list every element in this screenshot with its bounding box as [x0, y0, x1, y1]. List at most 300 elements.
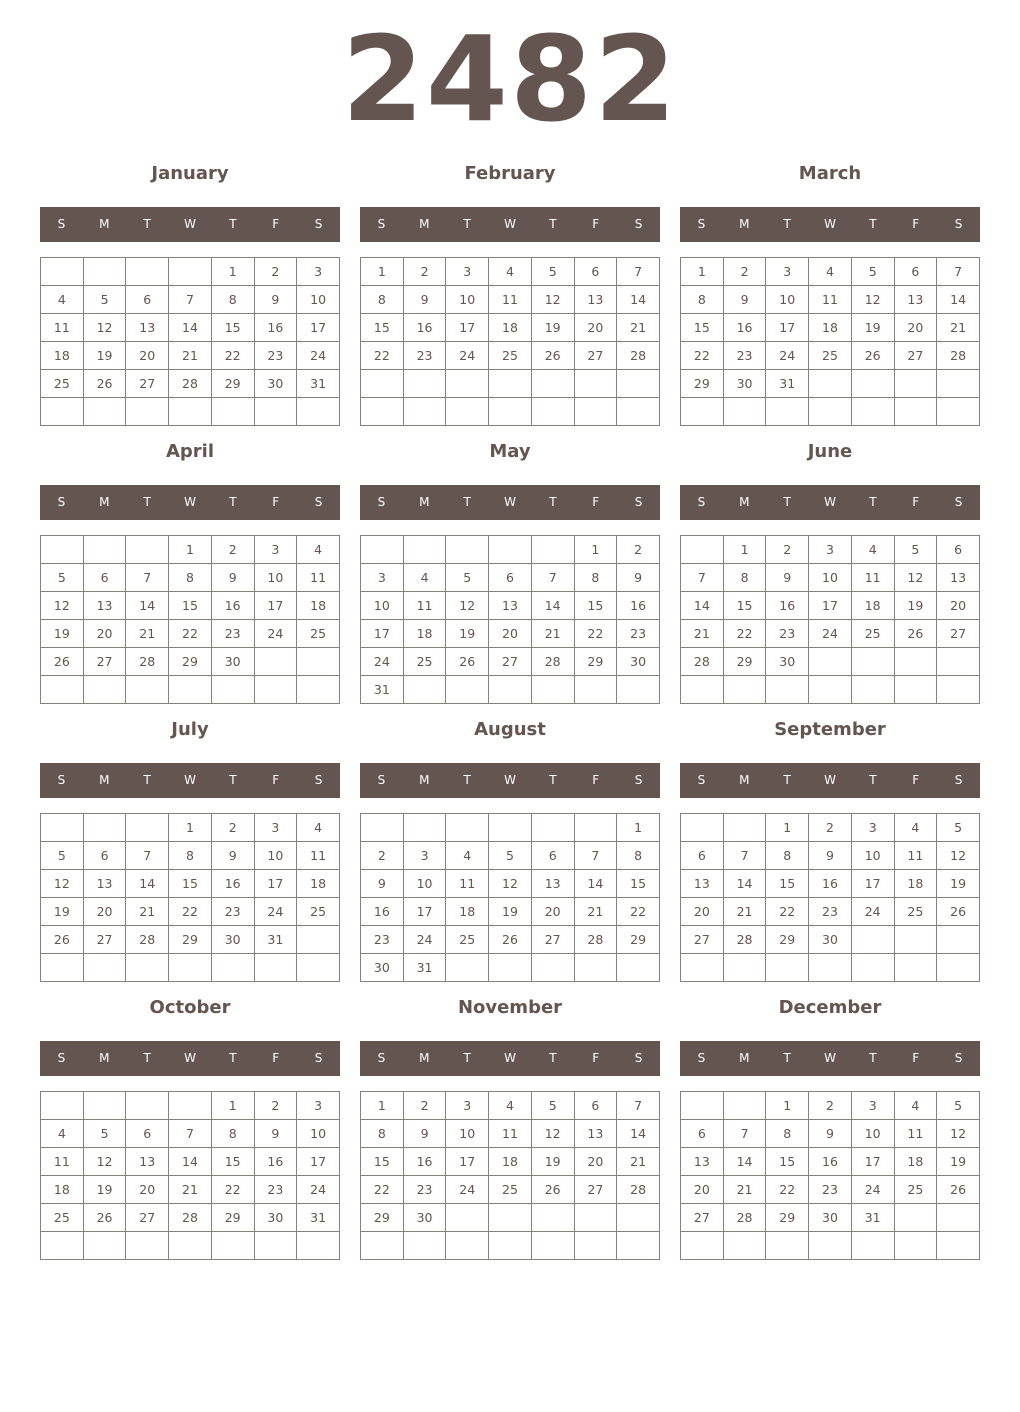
day-cell: 13 — [681, 1148, 724, 1176]
day-cell — [894, 1204, 937, 1232]
day-cell: 5 — [531, 258, 574, 286]
day-cell — [937, 648, 980, 676]
weekday-label: T — [143, 773, 151, 787]
weekday-header — [40, 207, 340, 242]
day-cell: 23 — [809, 898, 852, 926]
day-cell: 24 — [403, 926, 446, 954]
month-name: October — [149, 997, 231, 1018]
day-cell: 11 — [489, 1120, 532, 1148]
day-cell: 7 — [723, 1120, 766, 1148]
day-cell: 29 — [766, 926, 809, 954]
day-cell: 19 — [83, 1176, 126, 1204]
day-cell: 14 — [681, 592, 724, 620]
day-cell: 2 — [211, 814, 254, 842]
day-cell — [531, 1232, 574, 1260]
day-cell — [723, 676, 766, 704]
day-cell: 25 — [809, 342, 852, 370]
day-cell: 3 — [254, 536, 297, 564]
day-cell: 28 — [574, 926, 617, 954]
days-table — [680, 535, 980, 704]
day-cell: 27 — [126, 370, 169, 398]
day-cell: 10 — [254, 564, 297, 592]
day-cell: 16 — [617, 592, 660, 620]
day-cell — [851, 398, 894, 426]
day-cell: 13 — [83, 592, 126, 620]
weekday-header — [680, 1041, 980, 1076]
day-cell: 7 — [723, 842, 766, 870]
day-cell: 15 — [723, 592, 766, 620]
day-cell: 9 — [809, 842, 852, 870]
day-cell — [809, 398, 852, 426]
day-cell: 17 — [851, 1148, 894, 1176]
day-cell: 26 — [937, 898, 980, 926]
day-cell — [446, 398, 489, 426]
day-cell: 1 — [723, 536, 766, 564]
day-cell — [254, 398, 297, 426]
day-cell: 9 — [617, 564, 660, 592]
month-name: December — [778, 997, 882, 1018]
day-cell: 11 — [446, 870, 489, 898]
day-cell: 25 — [489, 1176, 532, 1204]
day-cell — [126, 1232, 169, 1260]
day-cell — [297, 398, 340, 426]
weekday-label: F — [912, 217, 920, 231]
day-cell — [574, 1232, 617, 1260]
day-cell: 14 — [531, 592, 574, 620]
day-cell: 28 — [617, 1176, 660, 1204]
day-cell: 3 — [851, 814, 894, 842]
day-cell — [531, 814, 574, 842]
weekday-label: W — [504, 1051, 516, 1065]
day-cell: 30 — [254, 1204, 297, 1232]
day-cell: 16 — [361, 898, 404, 926]
day-cell — [894, 926, 937, 954]
day-cell: 4 — [489, 258, 532, 286]
day-cell — [681, 1092, 724, 1120]
day-cell: 19 — [851, 314, 894, 342]
day-cell — [361, 370, 404, 398]
weekday-label: M — [419, 217, 430, 231]
day-cell: 17 — [297, 314, 340, 342]
day-cell: 28 — [531, 648, 574, 676]
day-cell — [723, 814, 766, 842]
day-cell — [531, 1204, 574, 1232]
day-cell — [723, 954, 766, 982]
day-cell: 1 — [574, 536, 617, 564]
day-cell: 29 — [766, 1204, 809, 1232]
weekday-label: T — [869, 773, 877, 787]
day-cell — [41, 954, 84, 982]
weekday-label: S — [954, 773, 963, 787]
day-cell: 8 — [574, 564, 617, 592]
day-cell: 17 — [361, 620, 404, 648]
day-cell — [83, 1232, 126, 1260]
weekday-label: M — [739, 217, 750, 231]
day-cell — [83, 398, 126, 426]
weekday-label: T — [549, 1051, 557, 1065]
day-cell: 15 — [766, 870, 809, 898]
day-cell: 14 — [617, 1120, 660, 1148]
day-cell: 3 — [851, 1092, 894, 1120]
day-cell: 28 — [681, 648, 724, 676]
day-cell: 30 — [254, 370, 297, 398]
day-cell — [937, 1232, 980, 1260]
day-cell — [489, 1204, 532, 1232]
weekday-label: F — [912, 495, 920, 509]
day-cell: 17 — [446, 314, 489, 342]
day-cell: 26 — [83, 1204, 126, 1232]
day-cell — [681, 398, 724, 426]
day-cell: 5 — [937, 814, 980, 842]
day-cell: 14 — [617, 286, 660, 314]
day-cell: 22 — [211, 1176, 254, 1204]
day-cell — [211, 398, 254, 426]
day-cell — [446, 536, 489, 564]
day-cell: 17 — [297, 1148, 340, 1176]
day-cell — [489, 814, 532, 842]
weekday-label: S — [377, 495, 386, 509]
day-cell: 8 — [681, 286, 724, 314]
day-cell: 2 — [403, 258, 446, 286]
day-cell: 30 — [723, 370, 766, 398]
day-cell: 6 — [126, 1120, 169, 1148]
day-cell: 3 — [297, 1092, 340, 1120]
day-cell: 31 — [766, 370, 809, 398]
day-cell: 24 — [361, 648, 404, 676]
day-cell: 10 — [766, 286, 809, 314]
day-cell: 20 — [83, 898, 126, 926]
weekday-label: T — [463, 217, 471, 231]
day-cell: 15 — [361, 314, 404, 342]
day-cell — [851, 676, 894, 704]
day-cell: 30 — [617, 648, 660, 676]
day-cell — [574, 1204, 617, 1232]
weekday-label: S — [57, 773, 66, 787]
day-cell: 16 — [403, 1148, 446, 1176]
weekday-label: S — [697, 495, 706, 509]
day-cell: 16 — [254, 314, 297, 342]
day-cell: 4 — [41, 1120, 84, 1148]
weekday-label: W — [824, 1051, 836, 1065]
day-cell: 13 — [681, 870, 724, 898]
day-cell: 2 — [254, 1092, 297, 1120]
day-cell — [403, 398, 446, 426]
day-cell: 6 — [83, 842, 126, 870]
day-cell: 2 — [361, 842, 404, 870]
day-cell: 15 — [574, 592, 617, 620]
weekday-label: W — [184, 495, 196, 509]
day-cell: 6 — [937, 536, 980, 564]
day-cell: 9 — [211, 564, 254, 592]
day-cell: 26 — [894, 620, 937, 648]
day-cell: 31 — [297, 370, 340, 398]
day-cell: 21 — [169, 1176, 212, 1204]
day-cell: 16 — [211, 870, 254, 898]
weekday-label: T — [143, 1051, 151, 1065]
day-cell: 27 — [937, 620, 980, 648]
day-cell: 23 — [403, 1176, 446, 1204]
month-name: July — [171, 719, 209, 740]
day-cell — [894, 954, 937, 982]
day-cell: 8 — [361, 286, 404, 314]
day-cell — [126, 676, 169, 704]
day-cell: 20 — [126, 342, 169, 370]
day-cell — [83, 676, 126, 704]
day-cell — [766, 676, 809, 704]
day-cell: 30 — [211, 648, 254, 676]
day-cell: 18 — [894, 1148, 937, 1176]
day-cell: 6 — [83, 564, 126, 592]
day-cell — [851, 954, 894, 982]
day-cell: 30 — [361, 954, 404, 982]
weekday-label: F — [592, 1051, 600, 1065]
day-cell: 26 — [446, 648, 489, 676]
day-cell: 22 — [361, 1176, 404, 1204]
day-cell: 17 — [254, 870, 297, 898]
day-cell: 9 — [766, 564, 809, 592]
day-cell: 23 — [403, 342, 446, 370]
day-cell: 25 — [41, 370, 84, 398]
day-cell: 7 — [937, 258, 980, 286]
day-cell: 8 — [766, 842, 809, 870]
day-cell: 7 — [169, 286, 212, 314]
day-cell — [574, 370, 617, 398]
day-cell — [211, 954, 254, 982]
day-cell: 7 — [681, 564, 724, 592]
day-cell: 21 — [574, 898, 617, 926]
day-cell: 13 — [894, 286, 937, 314]
day-cell: 8 — [361, 1120, 404, 1148]
day-cell: 15 — [681, 314, 724, 342]
day-cell: 18 — [297, 592, 340, 620]
day-cell: 7 — [617, 258, 660, 286]
day-cell: 1 — [617, 814, 660, 842]
day-cell: 20 — [681, 898, 724, 926]
weekday-label: W — [824, 217, 836, 231]
day-cell: 6 — [894, 258, 937, 286]
month-name: April — [165, 441, 215, 462]
day-cell: 16 — [254, 1148, 297, 1176]
day-cell — [723, 398, 766, 426]
weekday-label: M — [99, 217, 110, 231]
month-name: March — [798, 163, 862, 184]
weekday-label: T — [463, 1051, 471, 1065]
day-cell — [681, 536, 724, 564]
day-cell: 29 — [169, 926, 212, 954]
day-cell — [617, 676, 660, 704]
weekday-label: T — [463, 495, 471, 509]
day-cell: 4 — [41, 286, 84, 314]
day-cell: 10 — [297, 1120, 340, 1148]
day-cell: 26 — [41, 926, 84, 954]
day-cell — [894, 676, 937, 704]
weekday-label: M — [99, 495, 110, 509]
weekday-label: W — [184, 217, 196, 231]
day-cell: 21 — [531, 620, 574, 648]
day-cell: 5 — [41, 564, 84, 592]
day-cell: 16 — [723, 314, 766, 342]
day-cell — [126, 814, 169, 842]
weekday-label: T — [549, 773, 557, 787]
day-cell: 1 — [211, 1092, 254, 1120]
day-cell: 22 — [766, 898, 809, 926]
days-table — [680, 813, 980, 982]
day-cell — [617, 954, 660, 982]
day-cell — [211, 1232, 254, 1260]
day-cell: 19 — [41, 898, 84, 926]
day-cell — [531, 398, 574, 426]
day-cell — [809, 676, 852, 704]
day-cell: 14 — [126, 870, 169, 898]
day-cell — [531, 954, 574, 982]
day-cell: 16 — [211, 592, 254, 620]
day-cell: 13 — [126, 1148, 169, 1176]
day-cell: 28 — [169, 370, 212, 398]
day-cell: 2 — [809, 814, 852, 842]
day-cell: 6 — [574, 1092, 617, 1120]
day-cell: 24 — [851, 898, 894, 926]
day-cell — [254, 1232, 297, 1260]
weekday-label: S — [954, 1051, 963, 1065]
day-cell: 18 — [446, 898, 489, 926]
day-cell: 5 — [83, 286, 126, 314]
day-cell — [617, 370, 660, 398]
day-cell — [446, 954, 489, 982]
day-cell: 24 — [446, 1176, 489, 1204]
day-cell: 6 — [531, 842, 574, 870]
weekday-label: S — [314, 773, 323, 787]
day-cell: 30 — [766, 648, 809, 676]
weekday-label: S — [314, 1051, 323, 1065]
day-cell — [169, 676, 212, 704]
day-cell: 21 — [681, 620, 724, 648]
day-cell: 11 — [41, 1148, 84, 1176]
day-cell: 27 — [126, 1204, 169, 1232]
day-cell: 10 — [297, 286, 340, 314]
weekday-header — [680, 485, 980, 520]
day-cell: 15 — [169, 870, 212, 898]
day-cell: 20 — [489, 620, 532, 648]
days-table — [40, 257, 340, 426]
day-cell: 24 — [851, 1176, 894, 1204]
day-cell: 10 — [361, 592, 404, 620]
day-cell: 4 — [403, 564, 446, 592]
day-cell: 21 — [723, 1176, 766, 1204]
weekday-label: F — [272, 773, 280, 787]
day-cell: 1 — [361, 258, 404, 286]
day-cell: 8 — [211, 1120, 254, 1148]
day-cell: 18 — [297, 870, 340, 898]
day-cell: 23 — [254, 342, 297, 370]
day-cell — [297, 648, 340, 676]
day-cell: 20 — [894, 314, 937, 342]
day-cell — [809, 648, 852, 676]
day-cell — [489, 676, 532, 704]
month-name: May — [489, 441, 531, 462]
day-cell: 30 — [403, 1204, 446, 1232]
day-cell: 20 — [126, 1176, 169, 1204]
day-cell: 27 — [574, 342, 617, 370]
weekday-label: F — [912, 773, 920, 787]
day-cell: 14 — [723, 870, 766, 898]
day-cell: 8 — [169, 842, 212, 870]
day-cell: 28 — [723, 1204, 766, 1232]
day-cell: 29 — [617, 926, 660, 954]
day-cell: 14 — [169, 1148, 212, 1176]
day-cell — [574, 676, 617, 704]
day-cell: 28 — [617, 342, 660, 370]
days-table — [360, 813, 660, 982]
day-cell: 15 — [617, 870, 660, 898]
day-cell: 17 — [403, 898, 446, 926]
day-cell: 31 — [403, 954, 446, 982]
day-cell: 9 — [361, 870, 404, 898]
day-cell: 25 — [297, 620, 340, 648]
weekday-label: S — [697, 773, 706, 787]
day-cell: 30 — [809, 926, 852, 954]
day-cell — [894, 370, 937, 398]
day-cell: 13 — [489, 592, 532, 620]
day-cell: 10 — [446, 286, 489, 314]
day-cell: 18 — [489, 314, 532, 342]
day-cell: 14 — [723, 1148, 766, 1176]
day-cell: 18 — [403, 620, 446, 648]
day-cell: 8 — [766, 1120, 809, 1148]
day-cell: 19 — [41, 620, 84, 648]
weekday-header — [360, 485, 660, 520]
day-cell — [403, 370, 446, 398]
day-cell: 8 — [169, 564, 212, 592]
weekday-label: S — [57, 1051, 66, 1065]
day-cell — [297, 1232, 340, 1260]
day-cell: 31 — [297, 1204, 340, 1232]
day-cell: 3 — [766, 258, 809, 286]
day-cell: 13 — [574, 1120, 617, 1148]
day-cell: 6 — [489, 564, 532, 592]
day-cell: 25 — [41, 1204, 84, 1232]
day-cell: 5 — [446, 564, 489, 592]
day-cell — [403, 676, 446, 704]
day-cell: 22 — [617, 898, 660, 926]
weekday-label: M — [419, 495, 430, 509]
day-cell: 26 — [531, 342, 574, 370]
day-cell: 19 — [531, 314, 574, 342]
day-cell: 10 — [851, 1120, 894, 1148]
day-cell: 5 — [894, 536, 937, 564]
month-name: January — [151, 163, 229, 184]
day-cell: 27 — [489, 648, 532, 676]
day-cell — [766, 954, 809, 982]
day-cell: 12 — [446, 592, 489, 620]
day-cell — [851, 1232, 894, 1260]
day-cell — [681, 954, 724, 982]
day-cell: 22 — [681, 342, 724, 370]
weekday-label: T — [229, 773, 237, 787]
day-cell — [531, 370, 574, 398]
weekday-label: S — [57, 495, 66, 509]
weekday-label: T — [869, 217, 877, 231]
day-cell: 5 — [41, 842, 84, 870]
day-cell: 18 — [489, 1148, 532, 1176]
weekday-label: T — [143, 495, 151, 509]
day-cell: 6 — [574, 258, 617, 286]
day-cell — [531, 676, 574, 704]
weekday-label: S — [634, 1051, 643, 1065]
day-cell — [169, 398, 212, 426]
weekday-label: T — [229, 1051, 237, 1065]
day-cell — [446, 676, 489, 704]
day-cell: 2 — [254, 258, 297, 286]
